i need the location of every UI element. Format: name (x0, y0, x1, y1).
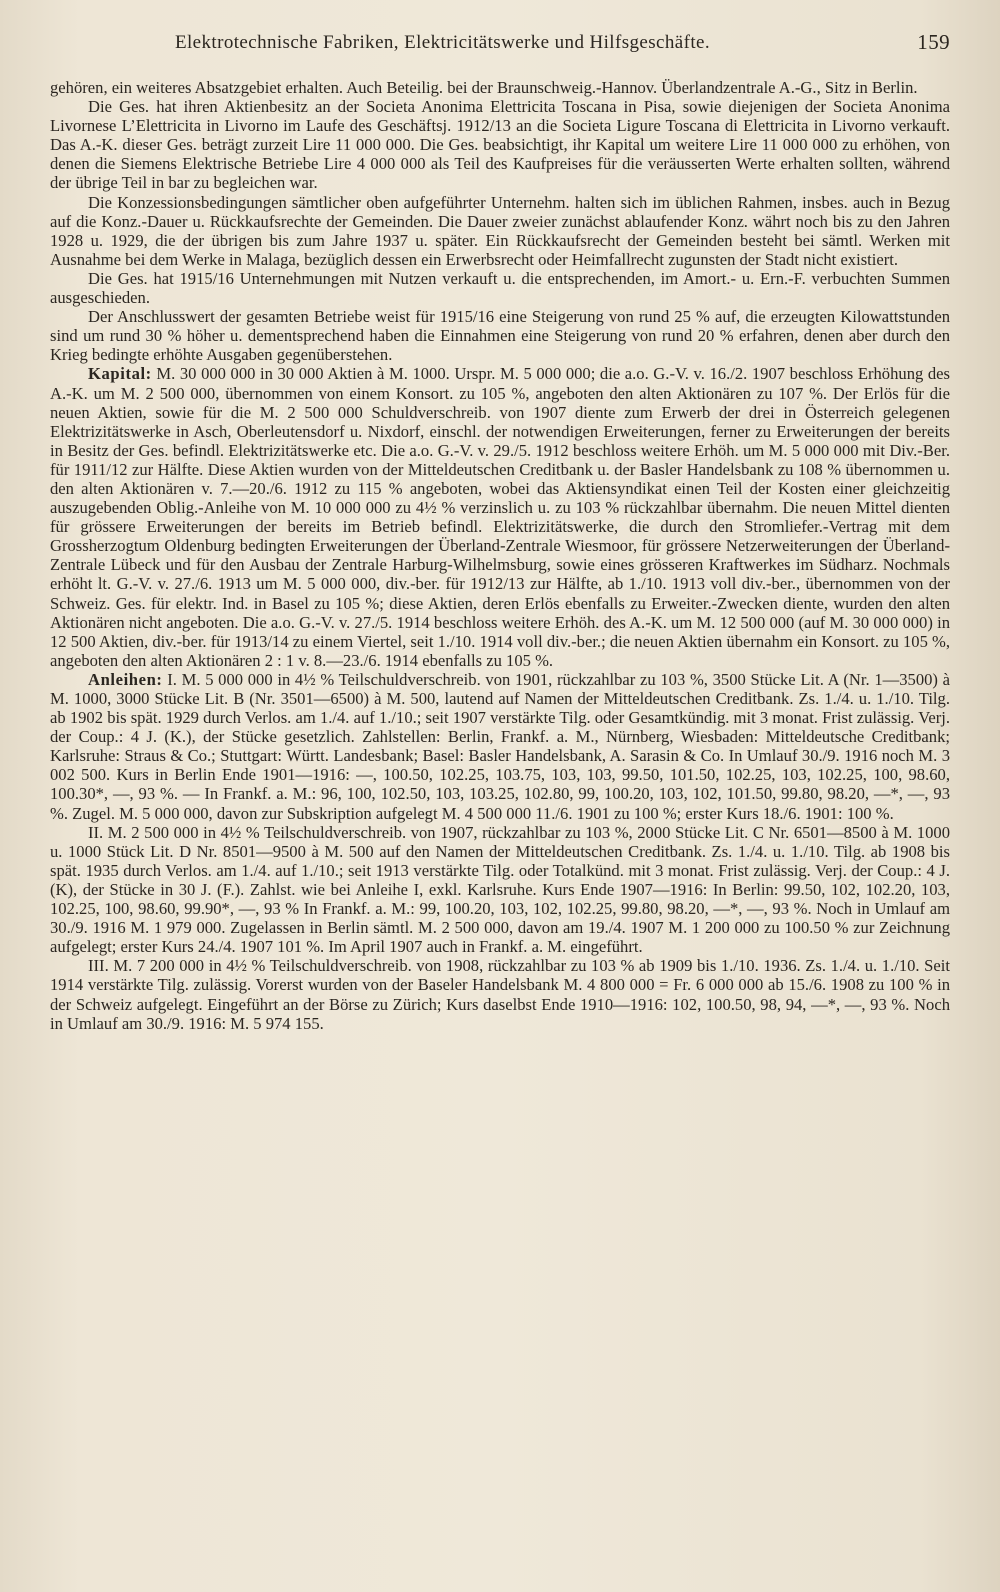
section-kapital: Kapital: M. 30 000 000 in 30 000 Aktien à M. 1000. Urspr. M. 5 000 000; die a.o. G.-V. v. 16./2. 1907 beschloss Erhöhung des A.-K. um M. 2 500 000, übernommen von einem Konsort. zu 105 %, angeboten den alten Aktionären zu 107 %. Der Erlös für die neuen Aktien, sowie für die M. 2 500 000 Schuldverschreib. von 1907 diente zum Erwerb der drei in Österreich gelegenen Elektrizitätswerke in Asch, Oberleutensdorf u. Nixdorf, einschl. der notwendigen Erweiterungen, ferner zu Erweiterungen der bereits in Besitz der Ges. befindl. Elektrizitätswerke etc. Die a.o. G.-V. v. 29./5. 1912 beschloss weitere Erhöh. um M. 5 000 000 mit Div.-Ber. für 1911/12 zur Hälfte. Diese Aktien wurden von der Mitteldeutschen Creditbank u. der Basler Handelsbank zu 108 % übernommen u. den alten Aktionären v. 7.—20./6. 1912 zu 115 % angeboten, wobei das Aktiensyndikat einen Teil der Kosten einer gleichzeitig auszugebenden Oblig.-Anleihe von M. 10 000 000 zu 4½ % verzinslich u. zu 103 % rückzahlbar übernahm. Die neuen Mittel dienten für grössere Erweiterungen der bereits im Betrieb befindl. Elektrizitätswerke, die durch den Stromliefer.-Vertrag mit dem Grossherzogtum Oldenburg bedingten Erweiterungen der Überland-Zentrale Wiesmoor, für grössere Netzerweiterungen der Überland-Zentrale Lübeck und für den Ausbau der Zentrale Harburg-Wilhelmsburg, sowie eines grösseren Kraftwerkes im Südharz. Nochmals erhöht lt. G.-V. v. 27./6. 1913 um M. 5 000 000, div.-ber. für 1912/13 zur Hälfte, ab 1./10. 1913 voll div.-ber., übernommen von der Schweiz. Ges. für elektr. Ind. in Basel zu 105 %; diese Aktien, deren Erlös ebenfalls zu Erweiter.-Zwecken diente, wurden den alten Aktionären nicht angeboten. Die a.o. G.-V. v. 27./5. 1914 beschloss weitere Erhöh. des A.-K. um M. 12 500 000 (auf M. 30 000 000) in 12 500 Aktien, div.-ber. für 1913/14 zu einem Viertel, seit 1./10. 1914 voll div.-ber.; die neuen Aktien übernahm ein Konsort. zu 105 %, angeboten den alten Aktionären 2 : 1 v. 8.—23./6. 1914 ebenfalls zu 105 %. (50, 364, 950, 670)
section-anleihen: Anleihen: I. M. 5 000 000 in 4½ % Teilschuldverschreib. von 1901, rückzahlbar zu 103 %, 3500 Stücke Lit. A (Nr. 1—3500) à M. 1000, 3000 Stücke Lit. B (Nr. 3501—6500) à M. 500, lautend auf Namen der Mitteldeutschen Creditbank. Zs. 1./4. u. 1./10. Tilg. ab 1902 bis spät. 1929 durch Verlos. am 1./4. auf 1./10.; seit 1907 verstärkte Tilg. oder Gesamtkündig. mit 3 monat. Frist zulässig. Verj. der Coup.: 4 J. (K.), der Stücke gesetzlich. Zahlstellen: Berlin, Frankf. a. M., Nürnberg, Wiesbaden: Mitteldeutsche Creditbank; Karlsruhe: Straus & Co.; Stuttgart: Württ. Landesbank; Basel: Basler Handelsbank, A. Sarasin & Co. In Umlauf 30./9. 1916 noch M. 3 002 500. Kurs in Berlin Ende 1901—1916: —, 100.50, 102.25, 103.75, 103, 103, 99.50, 101.50, 102.25, 103, 102.25, 100, 98.60, 100.30*, —, 93 %. — In Frankf. a. M.: 96, 100, 102.50, 103, 103.25, 102.80, 99, 100.20, 103, 102, 101.50, 99.80, 98.20, —*, —, 93 %. Zugel. M. 5 000 000, davon zur Subskription aufgelegt M. 4 500 000 11./6. 1901 zu 100 %; erster Kurs 18./6. 1901: 100 %. (50, 669, 950, 823)
paragraph: Der Anschlusswert der gesamten Betriebe weist für 1915/16 eine Steigerung von rund 25 % auf, die erzeugten Kilowattstunden sind um rund 30 % höher u. dementsprechend haben die Einnahmen eine Steigerung von rund 20 % erfahren, denen aber durch den Krieg bedingte erhöhte Ausgaben gegenüberstehen. (50, 307, 950, 365)
running-header (50, 30, 950, 60)
section-label: Anleihen: (88, 669, 163, 689)
paragraph: II. M. 2 500 000 in 4½ % Teilschuldverschreib. von 1907, rückzahlbar zu 103 %, 2000 Stücke Lit. C Nr. 6501—8500 à M. 1000 u. 1000 Stück Lit. D Nr. 8501—9500 à M. 500 auf den Namen der Mitteldeutschen Creditbank. Zs. 1./4. u. 1./10. Tilg. ab 1908 bis spät. 1935 durch Verlos. am 1./4. auf 1./10.; seit 1913 verstärkte Tilg. oder Totalkünd. mit 3 monat. Frist zulässig. Verj. der Coup.: 4 J. (K), der Stücke in 30 J. (F.). Zahlst. wie bei Anleihe I, exkl. Karlsruhe. Kurs Ende 1907—1916: In Berlin: 99.50, 102, 102.20, 103, 102.25, 100, 98.60, 99.90*, —, 93 % In Frankf. a. M.: 99, 100.20, 103, 102, 102.25, 99.80, 98.20, —*, —, 93 %. Noch in Umlauf am 30./9. 1916 M. 1 979 000. Zugelassen in Berlin sämtl. M. 2 500 000, davon am 19./4. 1907 M. 1 200 000 zu 100.50 % zur Zeichnung aufgelegt; erster Kurs 24./4. 1907 101 %. Im April 1907 auch in Frankf. a. M. eingeführt. (50, 822, 950, 957)
body-text (50, 78, 950, 1033)
paragraph: Die Ges. hat 1915/16 Unternehmungen mit Nutzen verkauft u. die entsprechenden, im Amort.- u. Ern.-F. verbuchten Summen ausgeschieden. (50, 268, 950, 308)
paragraph: Die Konzessionsbedingungen sämtlicher oben aufgeführter Unternehm. halten sich im üblichen Rahmen, insbes. auch in Bezug auf die Konz.-Dauer u. Rückkaufsrechte der Gemeinden. Die Dauer zweier zunächst ablaufender Konz. währt noch bis zu den Jahren 1928 u. 1929, die der übrigen bis zum Jahre 1937 u. später. Ein Rückkaufsrecht der Gemeinden besteht bei sämtl. Werken mit Ausnahme bei dem Werke in Malaga, bezüglich dessen ein Erwerbsrecht oder Heimfallrecht zugunsten der Stadt nicht existiert. (50, 192, 950, 269)
page-number: 159 (917, 30, 950, 54)
section-label: Kapital: (88, 364, 152, 384)
paragraph: gehören, ein weiteres Absatzgebiet erhalten. Auch Beteilig. bei der Braunschweig.-Hannov. Überlandzentrale A.-G., Sitz in Berlin. (50, 78, 918, 97)
header-title: Elektrotechnische Fabriken, Elektricitätswerke und Hilfsgeschäfte. (175, 32, 710, 53)
paragraph: Die Ges. hat ihren Aktienbesitz an der Societa Anonima Elettricita Toscana in Pisa, sowie diejenigen der Societa Anonima Livornese L’Elettricita in Livorno im Laufe des Geschäftsj. 1912/13 an die Societa Ligure Toscana di Elettricita in Livorno verkauft. Das A.-K. dieser Ges. beträgt zurzeit Lire 11 000 000. Die Ges. beabsichtigt, ihr Kapital um weitere Lire 11 000 000 zu erhöhen, von denen die Siemens Elektrische Betriebe Lire 4 000 000 als Teil des Kaufpreises für die veräusserten Werte erhalten sollten, während der übrige Teil in bar zu begleichen war. (50, 97, 950, 193)
paragraph: III. M. 7 200 000 in 4½ % Teilschuldverschreib. von 1908, rückzahlbar zu 103 % ab 1909 bis 1./10. 1936. Zs. 1./4. u. 1./10. Seit 1914 verstärkte Tilg. zulässig. Vorerst wurden von der Baseler Handelsbank M. 4 800 000 = Fr. 6 000 000 ab 15./6. 1908 zu 100 % in der Schweiz aufgelegt. Eingeführt an der Börse zu Zürich; Kurs daselbst Ende 1910—1916: 102, 100.50, 98, 94, —*, —, 93 %. Noch in Umlauf am 30./9. 1916: M. 5 974 155. (50, 956, 950, 1033)
